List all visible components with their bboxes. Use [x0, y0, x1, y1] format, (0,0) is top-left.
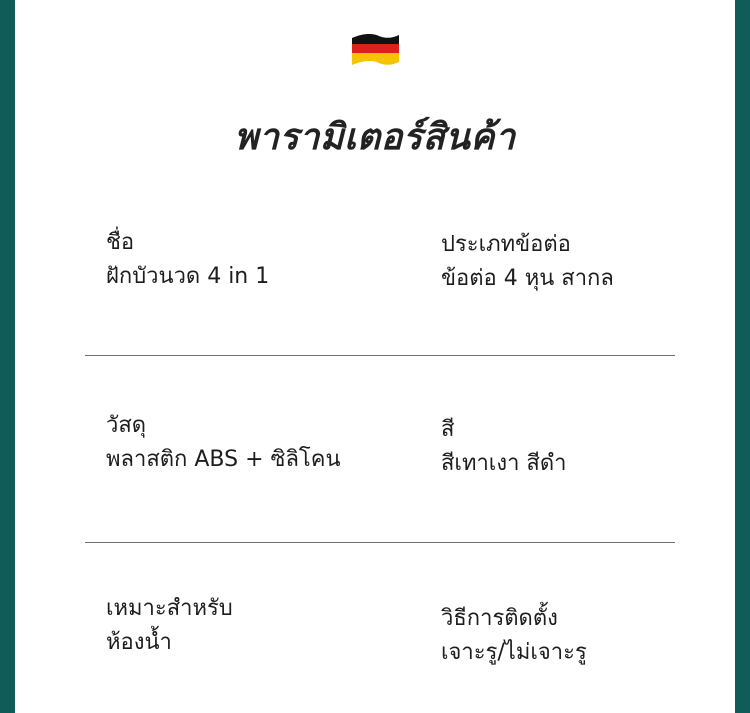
spec-suitable-for-label: เหมาะสำหรับ [106, 596, 233, 621]
spec-suitable-for-value: ห้องน้ำ [106, 630, 172, 655]
spec-name-value: ฝักบัวนวด 4 in 1 [106, 264, 270, 289]
spec-color-label: สี [441, 417, 455, 442]
spec-color-value: สีเทาเงา สีดำ [441, 451, 567, 476]
spec-material-value: พลาสติก ABS + ซิลิโคน [106, 447, 341, 472]
spec-connector-type-label: ประเภทข้อต่อ [441, 232, 571, 257]
spec-name [106, 226, 269, 294]
page-title: พารามิเตอร์สินค้า [234, 117, 516, 158]
spec-connector-type [441, 228, 614, 296]
spec-installation-label: วิธีการติดตั้ง [441, 606, 558, 631]
spec-name-label: ชื่อ [106, 230, 135, 255]
spec-installation-value: เจาะรู/ไม่เจาะรู [441, 640, 587, 665]
spec-connector-type-value: ข้อต่อ 4 หุน สากล [441, 266, 614, 291]
spec-installation [441, 602, 587, 670]
spec-color [441, 413, 566, 481]
spec-suitable-for [106, 592, 233, 660]
germany-flag-icon [349, 32, 401, 70]
spec-material [106, 409, 341, 477]
divider [85, 542, 675, 543]
spec-material-label: วัสดุ [106, 413, 147, 438]
divider [85, 355, 675, 356]
